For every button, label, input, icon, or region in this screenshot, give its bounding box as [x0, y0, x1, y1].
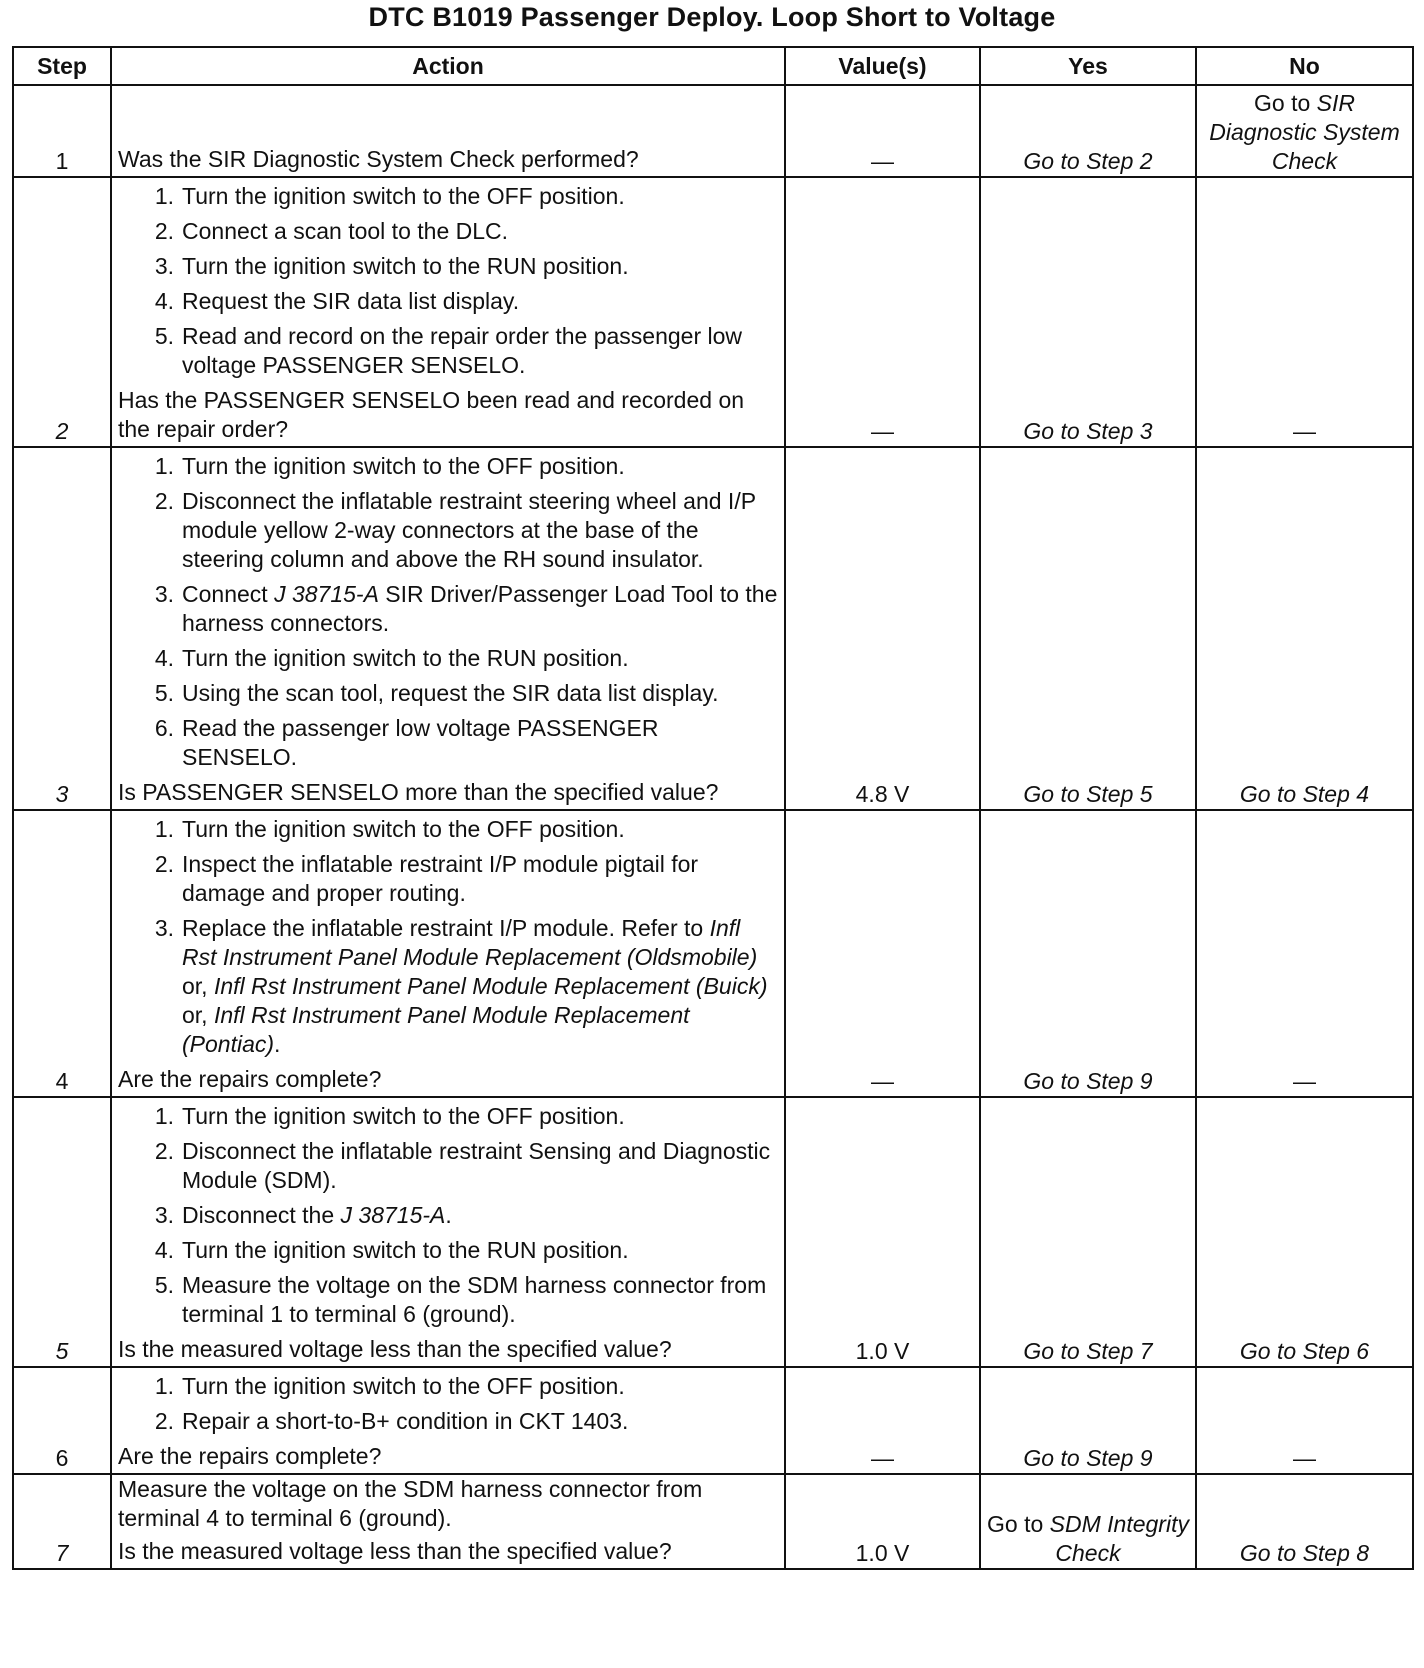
table-row	[13, 1367, 1413, 1474]
item-text: Using the scan tool, request the SIR data list display.	[182, 680, 719, 706]
no-cell	[1196, 447, 1413, 810]
item-text: Disconnect the inflatable restraint Sensing and Diagnostic Module (SDM).	[182, 1138, 771, 1193]
yes-link[interactable]: Go to Step 9	[1023, 1445, 1153, 1471]
table-row	[13, 447, 1413, 810]
item-number: 4.	[154, 1237, 174, 1263]
action-cell	[111, 810, 785, 1097]
item-number: 2.	[154, 1138, 174, 1164]
procedure-reference[interactable]: Infl Rst Instrument Panel Module Replacement (Buick)	[213, 973, 768, 999]
table-row	[13, 85, 1413, 177]
value-cell: 4.8 V	[785, 447, 980, 810]
item-number: 1.	[154, 816, 174, 842]
yes-link[interactable]: Go to Step 9	[1023, 1068, 1153, 1094]
no-cell	[1196, 85, 1413, 177]
step-number: 3	[13, 447, 111, 810]
table-row	[13, 177, 1413, 447]
action-list	[118, 182, 778, 380]
action-item	[118, 322, 778, 380]
item-number: 5.	[154, 323, 174, 349]
item-text: Read the passenger low voltage PASSENGER SENSELO.	[182, 715, 659, 770]
action-question: Are the repairs complete?	[118, 1443, 382, 1469]
item-text: Repair a short-to-B+ condition in CKT 1403.	[182, 1408, 629, 1434]
item-text: .	[274, 1031, 281, 1057]
action-question: Is the measured voltage less than the specified value?	[118, 1538, 672, 1564]
yes-link[interactable]: Go to Step 2	[1023, 148, 1153, 174]
action-question: Has the PASSENGER SENSELO been read and recorded on the repair order?	[118, 387, 745, 442]
action-item	[118, 679, 778, 708]
item-text: Turn the ignition switch to the OFF position.	[182, 816, 625, 842]
item-number: 5.	[154, 1272, 174, 1298]
yes-link-prefix: Go to	[987, 1511, 1050, 1537]
action-item	[118, 252, 778, 281]
header-row	[13, 47, 1413, 85]
yes-cell	[980, 1097, 1196, 1367]
action-item	[118, 1102, 778, 1131]
item-text: Connect a scan tool to the DLC.	[182, 218, 509, 244]
action-question: Is the measured voltage less than the specified value?	[118, 1336, 672, 1362]
action-question: Was the SIR Diagnostic System Check performed?	[118, 146, 639, 172]
action-list	[118, 815, 778, 1059]
item-text: Measure the voltage on the SDM harness connector from terminal 1 to terminal 6 (ground).	[182, 1272, 767, 1327]
step-number: 7	[13, 1474, 111, 1569]
tool-reference: J 38715-A	[340, 1202, 446, 1228]
yes-cell	[980, 177, 1196, 447]
diagnostic-table	[12, 46, 1414, 1570]
procedure-reference[interactable]: Infl Rst Instrument Panel Module Replacement (Oldsmobile)	[182, 915, 758, 970]
no-link-prefix: Go to	[1254, 90, 1317, 116]
action-item	[118, 580, 778, 638]
value-cell: 1.0 V	[785, 1097, 980, 1367]
item-number: 1.	[154, 183, 174, 209]
action-cell	[111, 447, 785, 810]
yes-cell	[980, 447, 1196, 810]
header-yes: Yes	[980, 47, 1196, 85]
action-item	[118, 644, 778, 673]
item-text: Disconnect the	[182, 1202, 341, 1228]
action-item	[118, 914, 778, 1059]
value-cell: 1.0 V	[785, 1474, 980, 1569]
action-item	[118, 1372, 778, 1401]
header-value: Value(s)	[785, 47, 980, 85]
item-number: 5.	[154, 680, 174, 706]
yes-cell	[980, 1367, 1196, 1474]
action-item	[118, 1201, 778, 1230]
yes-link[interactable]: Go to Step 7	[1023, 1338, 1153, 1364]
item-text: Turn the ignition switch to the OFF position.	[182, 183, 625, 209]
action-item	[118, 714, 778, 772]
action-item	[118, 850, 778, 908]
item-number: 2.	[154, 851, 174, 877]
item-number: 4.	[154, 288, 174, 314]
item-text: .	[445, 1202, 452, 1228]
no-link[interactable]: Go to Step 4	[1239, 781, 1370, 807]
item-number: 1.	[154, 1373, 174, 1399]
item-text: Read and record on the repair order the passenger low voltage PASSENGER SENSELO.	[182, 323, 743, 378]
yes-cell	[980, 85, 1196, 177]
item-text: Inspect the inflatable restraint I/P module pigtail for damage and proper routing.	[182, 851, 699, 906]
action-item	[118, 1236, 778, 1265]
action-item	[118, 217, 778, 246]
action-cell	[111, 85, 785, 177]
item-number: 2.	[154, 1408, 174, 1434]
yes-link[interactable]: Go to Step 3	[1023, 418, 1153, 444]
action-item	[118, 1407, 778, 1436]
action-cell	[111, 1097, 785, 1367]
table-row	[13, 1097, 1413, 1367]
action-item	[118, 1271, 778, 1329]
action-list	[118, 452, 778, 772]
item-text: Turn the ignition switch to the RUN position.	[182, 253, 629, 279]
item-text: Connect	[182, 581, 275, 607]
no-cell	[1196, 1474, 1413, 1569]
header-no: No	[1196, 47, 1413, 85]
value-cell: —	[785, 810, 980, 1097]
yes-link[interactable]: SDM Integrity Check	[1049, 1511, 1189, 1566]
yes-link[interactable]: Go to Step 5	[1023, 781, 1153, 807]
step-number: 5	[13, 1097, 111, 1367]
step-number: 2	[13, 177, 111, 447]
action-item	[118, 182, 778, 211]
item-text: or,	[182, 1002, 214, 1028]
value-cell: —	[785, 1367, 980, 1474]
action-cell	[111, 1367, 785, 1474]
item-text: Turn the ignition switch to the OFF position.	[182, 453, 625, 479]
header-action: Action	[111, 47, 785, 85]
yes-cell	[980, 1474, 1196, 1569]
action-item	[118, 815, 778, 844]
item-text: Turn the ignition switch to the RUN position.	[182, 1237, 629, 1263]
yes-cell	[980, 810, 1196, 1097]
action-item	[118, 287, 778, 316]
tool-reference: J 38715-A	[274, 581, 379, 607]
item-text: Turn the ignition switch to the OFF position.	[182, 1373, 625, 1399]
no-cell: —	[1196, 177, 1413, 447]
action-list	[118, 1102, 778, 1329]
action-item	[118, 1137, 778, 1195]
no-cell: —	[1196, 810, 1413, 1097]
item-text: Turn the ignition switch to the RUN position.	[182, 645, 629, 671]
action-lead: Measure the voltage on the SDM harness connector from terminal 4 to terminal 6 (ground).	[118, 1476, 703, 1531]
table-row	[13, 810, 1413, 1097]
item-number: 4.	[154, 645, 174, 671]
item-number: 3.	[154, 1202, 174, 1228]
no-link[interactable]: Go to Step 8	[1239, 1540, 1370, 1566]
step-number: 1	[13, 85, 111, 177]
step-number: 4	[13, 810, 111, 1097]
item-number: 3.	[154, 253, 174, 279]
no-cell: —	[1196, 1367, 1413, 1474]
item-number: 2.	[154, 488, 174, 514]
item-number: 6.	[154, 715, 174, 741]
item-text: Turn the ignition switch to the OFF position.	[182, 1103, 625, 1129]
no-cell	[1196, 1097, 1413, 1367]
action-cell	[111, 177, 785, 447]
item-text: Request the SIR data list display.	[182, 288, 520, 314]
action-cell	[111, 1474, 785, 1569]
item-number: 1.	[154, 1103, 174, 1129]
table-row	[13, 1474, 1413, 1569]
action-list	[118, 1372, 778, 1436]
action-item	[118, 487, 778, 574]
value-cell: —	[785, 177, 980, 447]
page-title: DTC B1019 Passenger Deploy. Loop Short to Voltage	[368, 2, 1056, 32]
no-link[interactable]: Go to Step 6	[1239, 1338, 1370, 1364]
item-number: 1.	[154, 453, 174, 479]
action-question: Are the repairs complete?	[118, 1066, 382, 1092]
no-link[interactable]: SIR Diagnostic System Check	[1209, 90, 1400, 174]
step-number: 6	[13, 1367, 111, 1474]
item-text: Disconnect the inflatable restraint steering wheel and I/P module yellow 2-way connectors at the base of the steering column and above the RH sound insulator.	[182, 488, 756, 572]
value-cell: —	[785, 85, 980, 177]
item-text: Replace the inflatable restraint I/P module. Refer to	[182, 915, 710, 941]
item-text: SIR Driver/Passenger Load Tool to the harness connectors.	[182, 581, 778, 636]
item-number: 3.	[154, 915, 174, 941]
item-number: 3.	[154, 581, 174, 607]
action-item	[118, 452, 778, 481]
item-text: or,	[182, 973, 214, 999]
action-question: Is PASSENGER SENSELO more than the specified value?	[118, 779, 719, 805]
header-step: Step	[13, 47, 111, 85]
item-number: 2.	[154, 218, 174, 244]
procedure-reference[interactable]: Infl Rst Instrument Panel Module Replacement (Pontiac)	[182, 1002, 690, 1057]
